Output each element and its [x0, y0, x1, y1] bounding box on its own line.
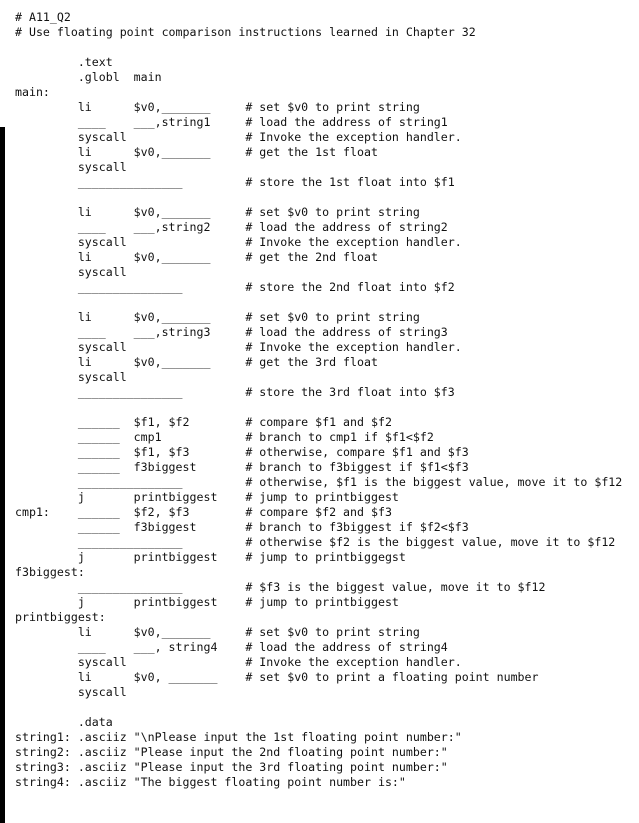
code-line: .text	[15, 55, 113, 69]
code-line	[15, 400, 622, 415]
code-line: _______________ # store the 1st float into $f1	[15, 175, 455, 189]
code-line: printbiggest:	[15, 610, 106, 624]
code-line: ______ f3biggest # branch to f3biggest if $f1<$f3	[15, 460, 469, 474]
code-line: li $v0,_______ # set $v0 to print string	[15, 625, 420, 639]
code-line: ____ ___,string1 # load the address of string1	[15, 115, 448, 129]
code-line: ______ $f1, $f2 # compare $f1 and $f2	[15, 415, 392, 429]
code-line: li $v0,_______ # get the 1st float	[15, 145, 378, 159]
code-line: string1: .asciiz "\nPlease input the 1st floating point number:"	[15, 730, 462, 744]
code-line: j printbiggest # jump to printbiggest	[15, 490, 399, 504]
assembly-code-listing	[15, 10, 622, 790]
code-line: cmp1: ______ $f2, $f3 # compare $f2 and $f3	[15, 505, 392, 519]
code-line: _______________ # $f3 is the biggest value, move it to $f12	[15, 580, 546, 594]
code-line: syscall	[15, 160, 127, 174]
code-line: li $v0,_______ # get the 3rd float	[15, 355, 378, 369]
code-line: # Use floating point comparison instructions learned in Chapter 32	[15, 25, 476, 39]
code-line: syscall	[15, 685, 127, 699]
code-line: f3biggest:	[15, 565, 85, 579]
code-line: .globl main	[15, 70, 162, 84]
code-line: ______ cmp1 # branch to cmp1 if $f1<$f2	[15, 430, 434, 444]
code-line: _______________ # store the 3rd float into $f3	[15, 385, 455, 399]
code-line: # A11_Q2	[15, 10, 71, 24]
code-line: li $v0, _______ # set $v0 to print a floating point number	[15, 670, 539, 684]
code-line: li $v0,_______ # set $v0 to print string	[15, 310, 420, 324]
code-line: li $v0,_______ # set $v0 to print string	[15, 100, 420, 114]
code-line: string3: .asciiz "Please input the 3rd floating point number:"	[15, 760, 448, 774]
code-line: li $v0,_______ # get the 2nd float	[15, 250, 378, 264]
code-line: ____ ___, string4 # load the address of string4	[15, 640, 448, 654]
code-line: ____ ___,string3 # load the address of string3	[15, 325, 448, 339]
code-line: j printbiggest # jump to printbiggegst	[15, 550, 406, 564]
code-line: string4: .asciiz "The biggest floating point number is:"	[15, 775, 406, 789]
code-line: _______________ # store the 2nd float into $f2	[15, 280, 455, 294]
code-line: syscall # Invoke the exception handler.	[15, 340, 462, 354]
code-line: ______ $f1, $f3 # otherwise, compare $f1 and $f3	[15, 445, 469, 459]
code-line: li $v0,_______ # set $v0 to print string	[15, 205, 420, 219]
code-line: ______ f3biggest # branch to f3biggest if $f2<$f3	[15, 520, 469, 534]
code-line: main:	[15, 85, 50, 99]
code-line: .data	[15, 715, 113, 729]
left-margin-bar	[0, 127, 5, 823]
code-line: syscall # Invoke the exception handler.	[15, 655, 462, 669]
code-line: syscall	[15, 265, 127, 279]
code-line: string2: .asciiz "Please input the 2nd floating point number:"	[15, 745, 448, 759]
code-line: syscall	[15, 370, 127, 384]
code-line	[15, 40, 622, 55]
code-line: syscall # Invoke the exception handler.	[15, 235, 462, 249]
code-line: _______________ # otherwise $f2 is the biggest value, move it to $f12	[15, 535, 616, 549]
code-line	[15, 190, 622, 205]
code-line: ____ ___,string2 # load the address of string2	[15, 220, 448, 234]
code-line: j printbiggest # jump to printbiggest	[15, 595, 399, 609]
code-line	[15, 700, 622, 715]
code-line: syscall # Invoke the exception handler.	[15, 130, 462, 144]
code-line	[15, 295, 622, 310]
code-line: _______________ # otherwise, $f1 is the biggest value, move it to $f12	[15, 475, 623, 489]
